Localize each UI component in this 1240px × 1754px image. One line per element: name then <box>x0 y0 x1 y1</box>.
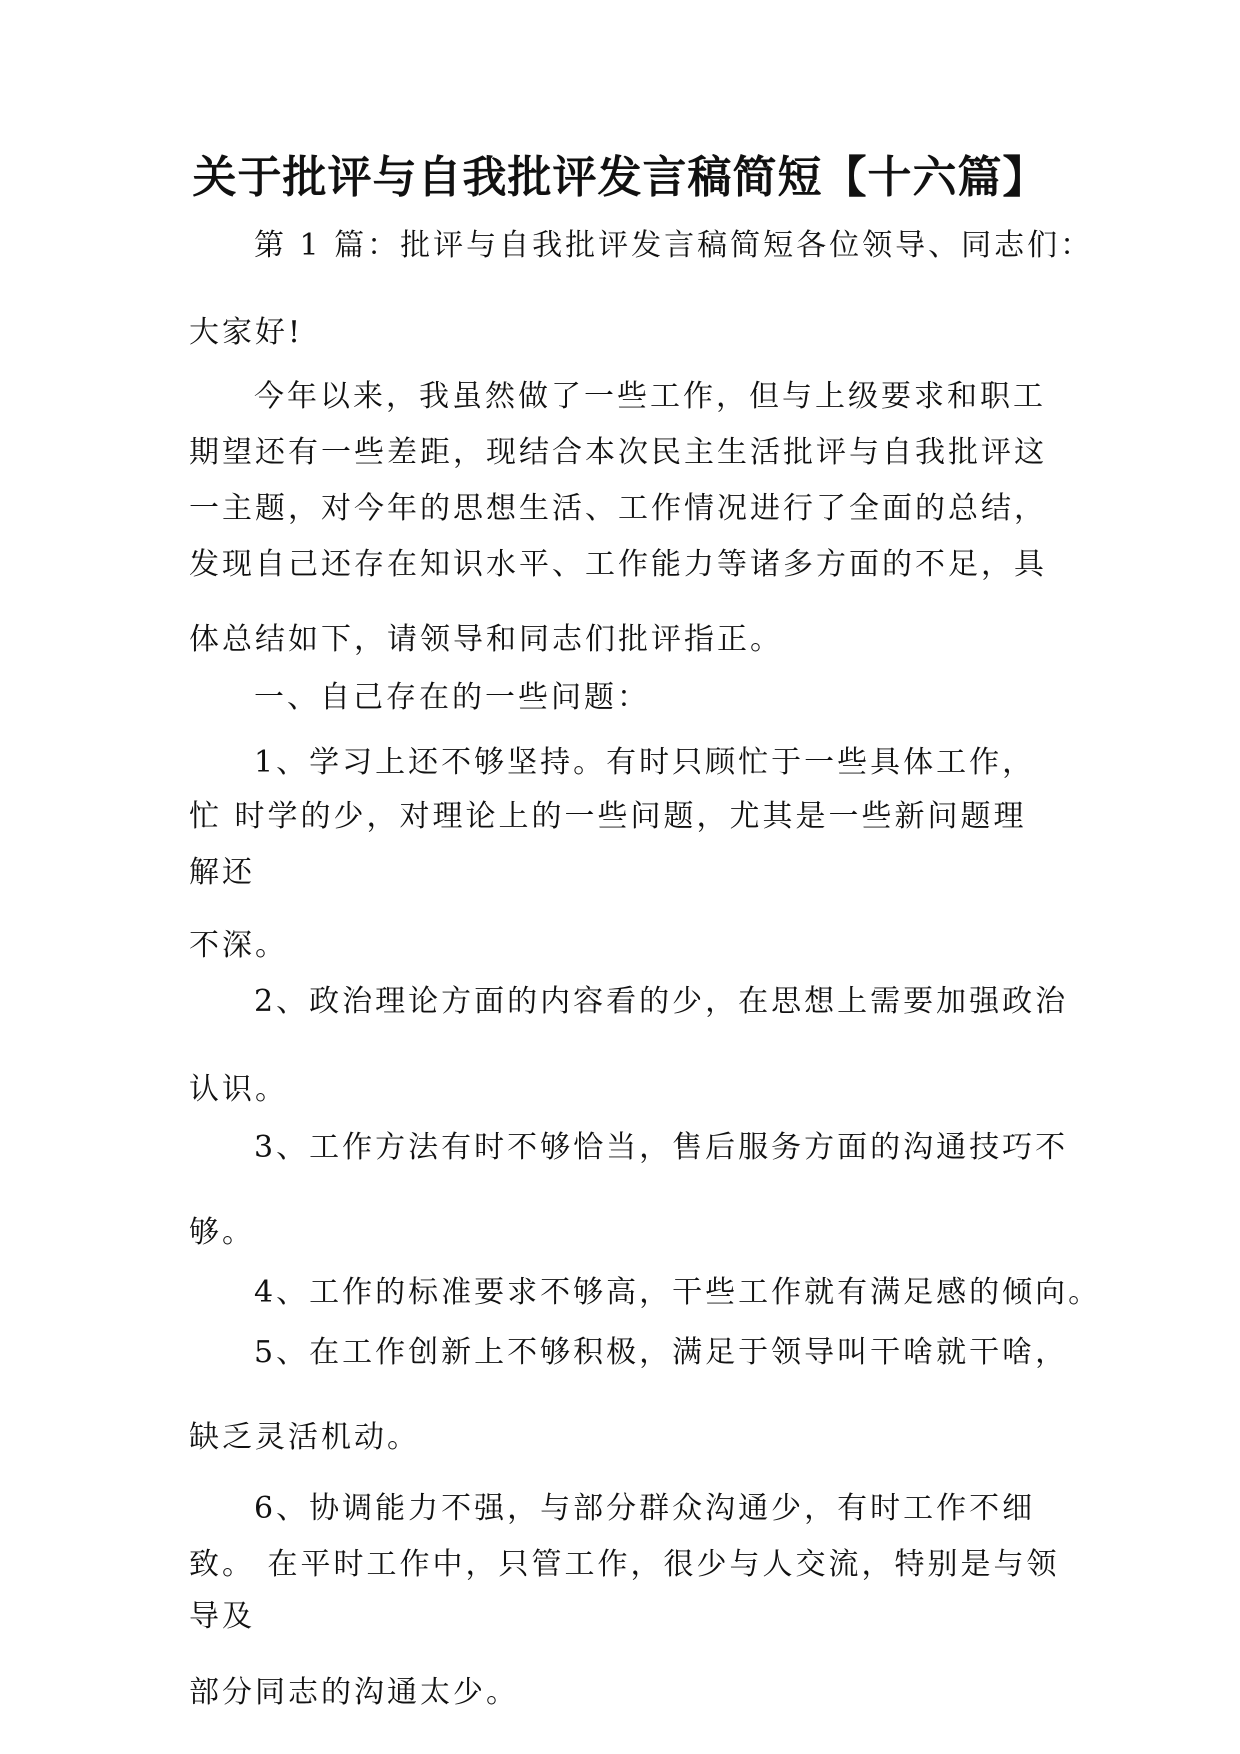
paragraph-line: 3、工作方法有时不够恰当，售后服务方面的沟通技巧不 <box>254 1130 1069 1165</box>
paragraph-line: 期望还有一些差距，现结合本次民主生活批评与自我批评这 <box>189 435 1047 470</box>
paragraph-line: 2、政治理论方面的内容看的少，在思想上需要加强政治 <box>254 984 1069 1019</box>
paragraph-line: 够。 <box>189 1215 255 1250</box>
paragraph-line: 今年以来，我虽然做了一些工作，但与上级要求和职工 <box>254 379 1046 414</box>
paragraph-line: 大家好! <box>189 315 304 350</box>
paragraph-line: 一主题，对今年的思想生活、工作情况进行了全面的总结， <box>189 491 1047 526</box>
paragraph-line: 解还 <box>189 855 255 890</box>
paragraph-line: 不深。 <box>189 928 288 963</box>
paragraph-line: 发现自己还存在知识水平、工作能力等诸多方面的不足，具 <box>189 547 1047 582</box>
paragraph-line: 1、学习上还不够坚持。有时只顾忙于一些具体工作， <box>254 745 1036 780</box>
paragraph-line: 体总结如下，请领导和同志们批评指正。 <box>189 622 783 657</box>
paragraph-line: 部分同志的沟通太少。 <box>189 1675 519 1710</box>
paragraph-line: 缺乏灵活机动。 <box>189 1420 420 1455</box>
paragraph-line: 一、自己存在的一些问题： <box>254 680 650 715</box>
paragraph-line: 致。 在平时工作中，只管工作，很少与人交流，特别是与领 <box>189 1547 1060 1582</box>
paragraph-line: 认识。 <box>189 1072 288 1107</box>
paragraph-line: 忙 时学的少，对理论上的一些问题，尤其是一些新问题理 <box>189 799 1027 834</box>
paragraph-line: 第 1 篇：批评与自我批评发言稿简短各位领导、同志们： <box>254 228 1094 263</box>
document-title: 关于批评与自我批评发言稿简短【十六篇】 <box>192 152 1048 203</box>
paragraph-line: 6、协调能力不强，与部分群众沟通少，有时工作不细 <box>254 1491 1036 1526</box>
paragraph-line: 导及 <box>189 1599 255 1634</box>
paragraph-line: 5、在工作创新上不够积极，满足于领导叫干啥就干啥， <box>254 1335 1069 1370</box>
paragraph-line: 4、工作的标准要求不够高，干些工作就有满足感的倾向。 <box>254 1275 1102 1310</box>
